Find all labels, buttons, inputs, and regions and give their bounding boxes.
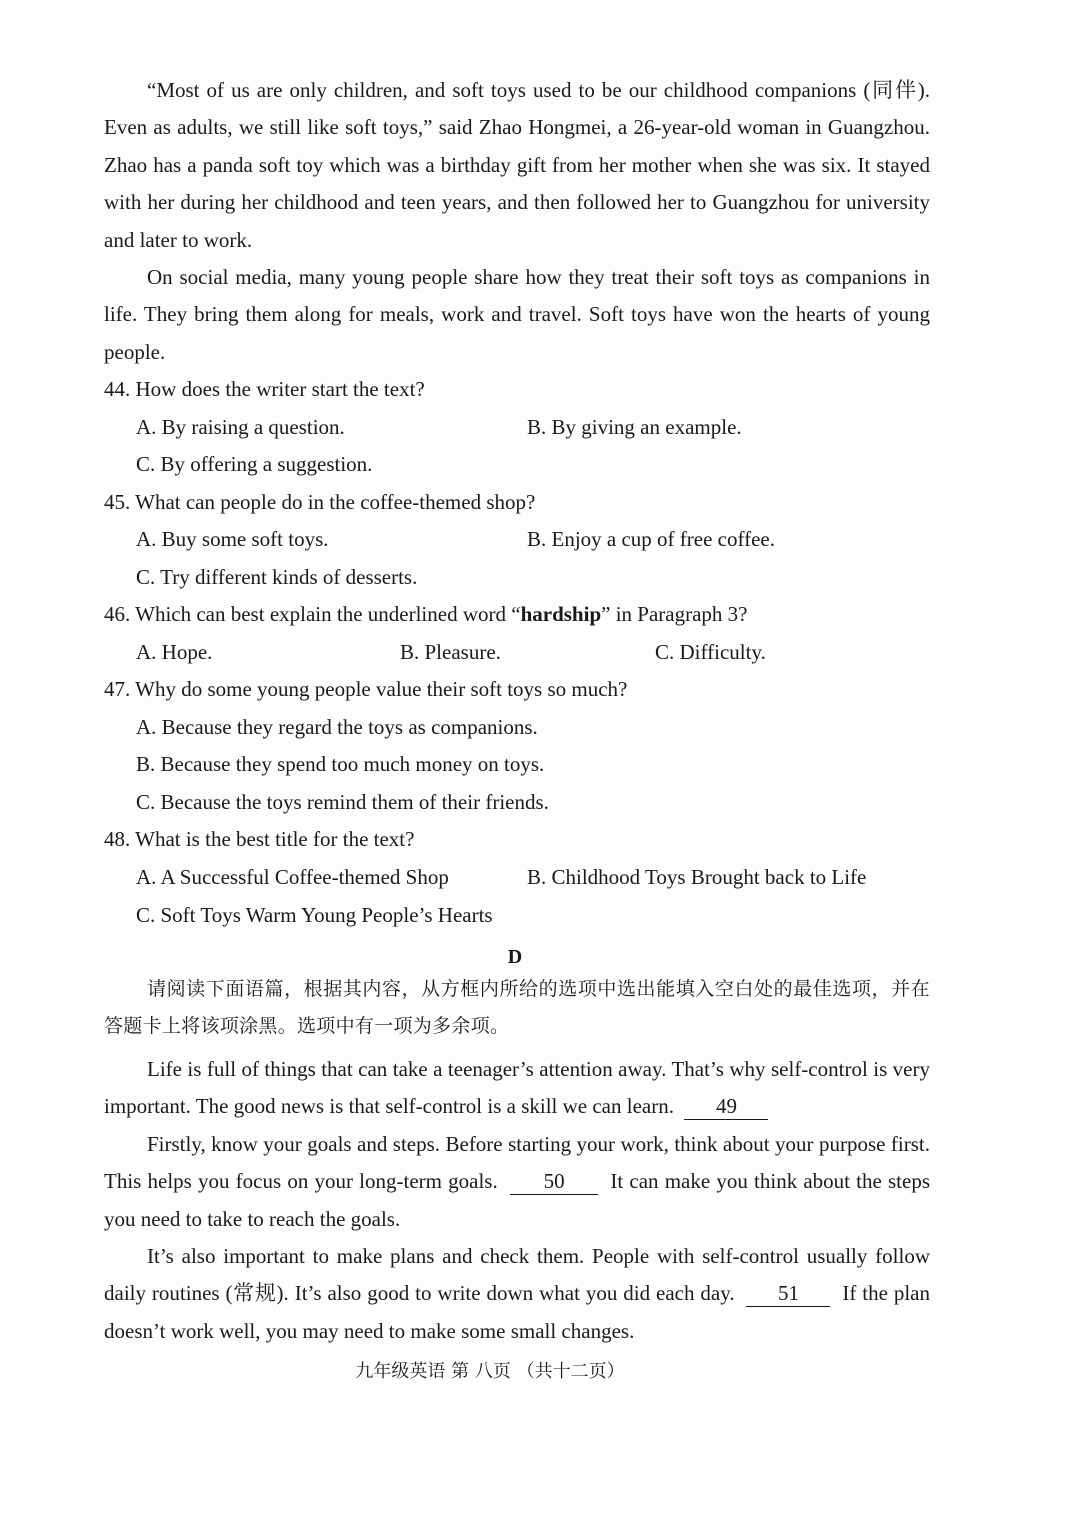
- question-45-stem: 45. What can people do in the coffee-themed shop?: [104, 490, 536, 514]
- paragraph-text: If the plan doesn’t work well, you may need to make some small changes.: [104, 1281, 930, 1343]
- question-48-option-c[interactable]: C. Soft Toys Warm Young People’s Hearts: [136, 903, 493, 927]
- paragraph-text: It can make you think about the steps you need to take to reach the goals.: [104, 1169, 931, 1231]
- question-45-option-a[interactable]: A. Buy some soft toys.: [136, 527, 329, 551]
- paragraph-text: Firstly, know your goals and steps. Before starting your work, think about your purpose first. This helps you focus on your long-term goals.: [104, 1131, 930, 1194]
- keyword-hardship: hardship: [520, 602, 602, 626]
- question-44-option-b[interactable]: B. By giving an example.: [527, 415, 742, 439]
- blank-49[interactable]: 49: [684, 1093, 768, 1120]
- question-44-stem: 44. How does the writer start the text?: [104, 377, 425, 401]
- question-45-option-b[interactable]: B. Enjoy a cup of free coffee.: [527, 527, 776, 551]
- question-45-option-c[interactable]: C. Try different kinds of desserts.: [136, 565, 418, 589]
- section-d-paragraph-2: [104, 1126, 930, 1238]
- section-d-body: [104, 971, 930, 1350]
- question-46-stem-start: 46. Which can best explain the underlined word “: [104, 602, 521, 626]
- passage-c: [104, 72, 930, 371]
- passage-paragraph: “Most of us are only children, and soft toys used to be our childhood companions (同伴). Even as adults, we still like soft toys,” said Zhao Hongmei, a 26-year-old woman in Guangzhou. Zhao has a panda soft toy which was a birthday gift from her mother when she was six. It stayed with her during her childhood and teen years, and then followed her to Guangzhou for university and later to work.: [104, 78, 930, 252]
- section-d-paragraph-3: [104, 1238, 930, 1350]
- question-47-option-a[interactable]: A. Because they regard the toys as companions.: [136, 715, 538, 739]
- blank-51[interactable]: 51: [746, 1280, 830, 1307]
- blank-50[interactable]: 50: [510, 1168, 598, 1195]
- section-d-paragraph-1: [104, 1051, 930, 1126]
- question-44-option-a[interactable]: A. By raising a question.: [136, 415, 345, 439]
- page-footer: 九年级英语 第 八页 （共十二页）: [355, 1361, 625, 1382]
- question-46-option-c[interactable]: C. Difficulty.: [655, 640, 766, 664]
- question-44-option-c[interactable]: C. By offering a suggestion.: [136, 452, 373, 476]
- question-46-option-b[interactable]: B. Pleasure.: [400, 640, 501, 664]
- paragraph-text: It’s also important to make plans and check them. People with self-control usually follow daily routines (常规). It’s also good to write down what you did each day.: [104, 1244, 930, 1306]
- section-d-label: D: [507, 946, 523, 968]
- question-46-option-a[interactable]: A. Hope.: [136, 640, 213, 664]
- question-48-option-a[interactable]: A. A Successful Coffee-themed Shop: [136, 865, 449, 889]
- question-46-stem: [104, 596, 747, 633]
- question-47-option-c[interactable]: C. Because the toys remind them of their friends.: [136, 790, 549, 814]
- paragraph-text: Life is full of things that can take a teenager’s attention away. That’s why self-control is very important. The good news is that self-control is a skill we can learn.: [104, 1057, 930, 1119]
- section-d-instruction: 请阅读下面语篇，根据其内容，从方框内所给的选项中选出能填入空白处的最佳选项，并在答题卡上将该项涂黑。选项中有一项为多余项。: [104, 978, 930, 1037]
- question-48-option-b[interactable]: B. Childhood Toys Brought back to Life: [527, 865, 867, 889]
- question-47-option-b[interactable]: B. Because they spend too much money on toys.: [136, 752, 545, 776]
- passage-paragraph: On social media, many young people share how they treat their soft toys as companions in life. They bring them along for meals, work and travel. Soft toys have won the hearts of young people.: [104, 265, 930, 364]
- question-46-stem-end: ” in Paragraph 3?: [601, 602, 748, 626]
- question-47-stem: 47. Why do some young people value their soft toys so much?: [104, 677, 628, 701]
- question-48-stem: 48. What is the best title for the text?: [104, 827, 415, 851]
